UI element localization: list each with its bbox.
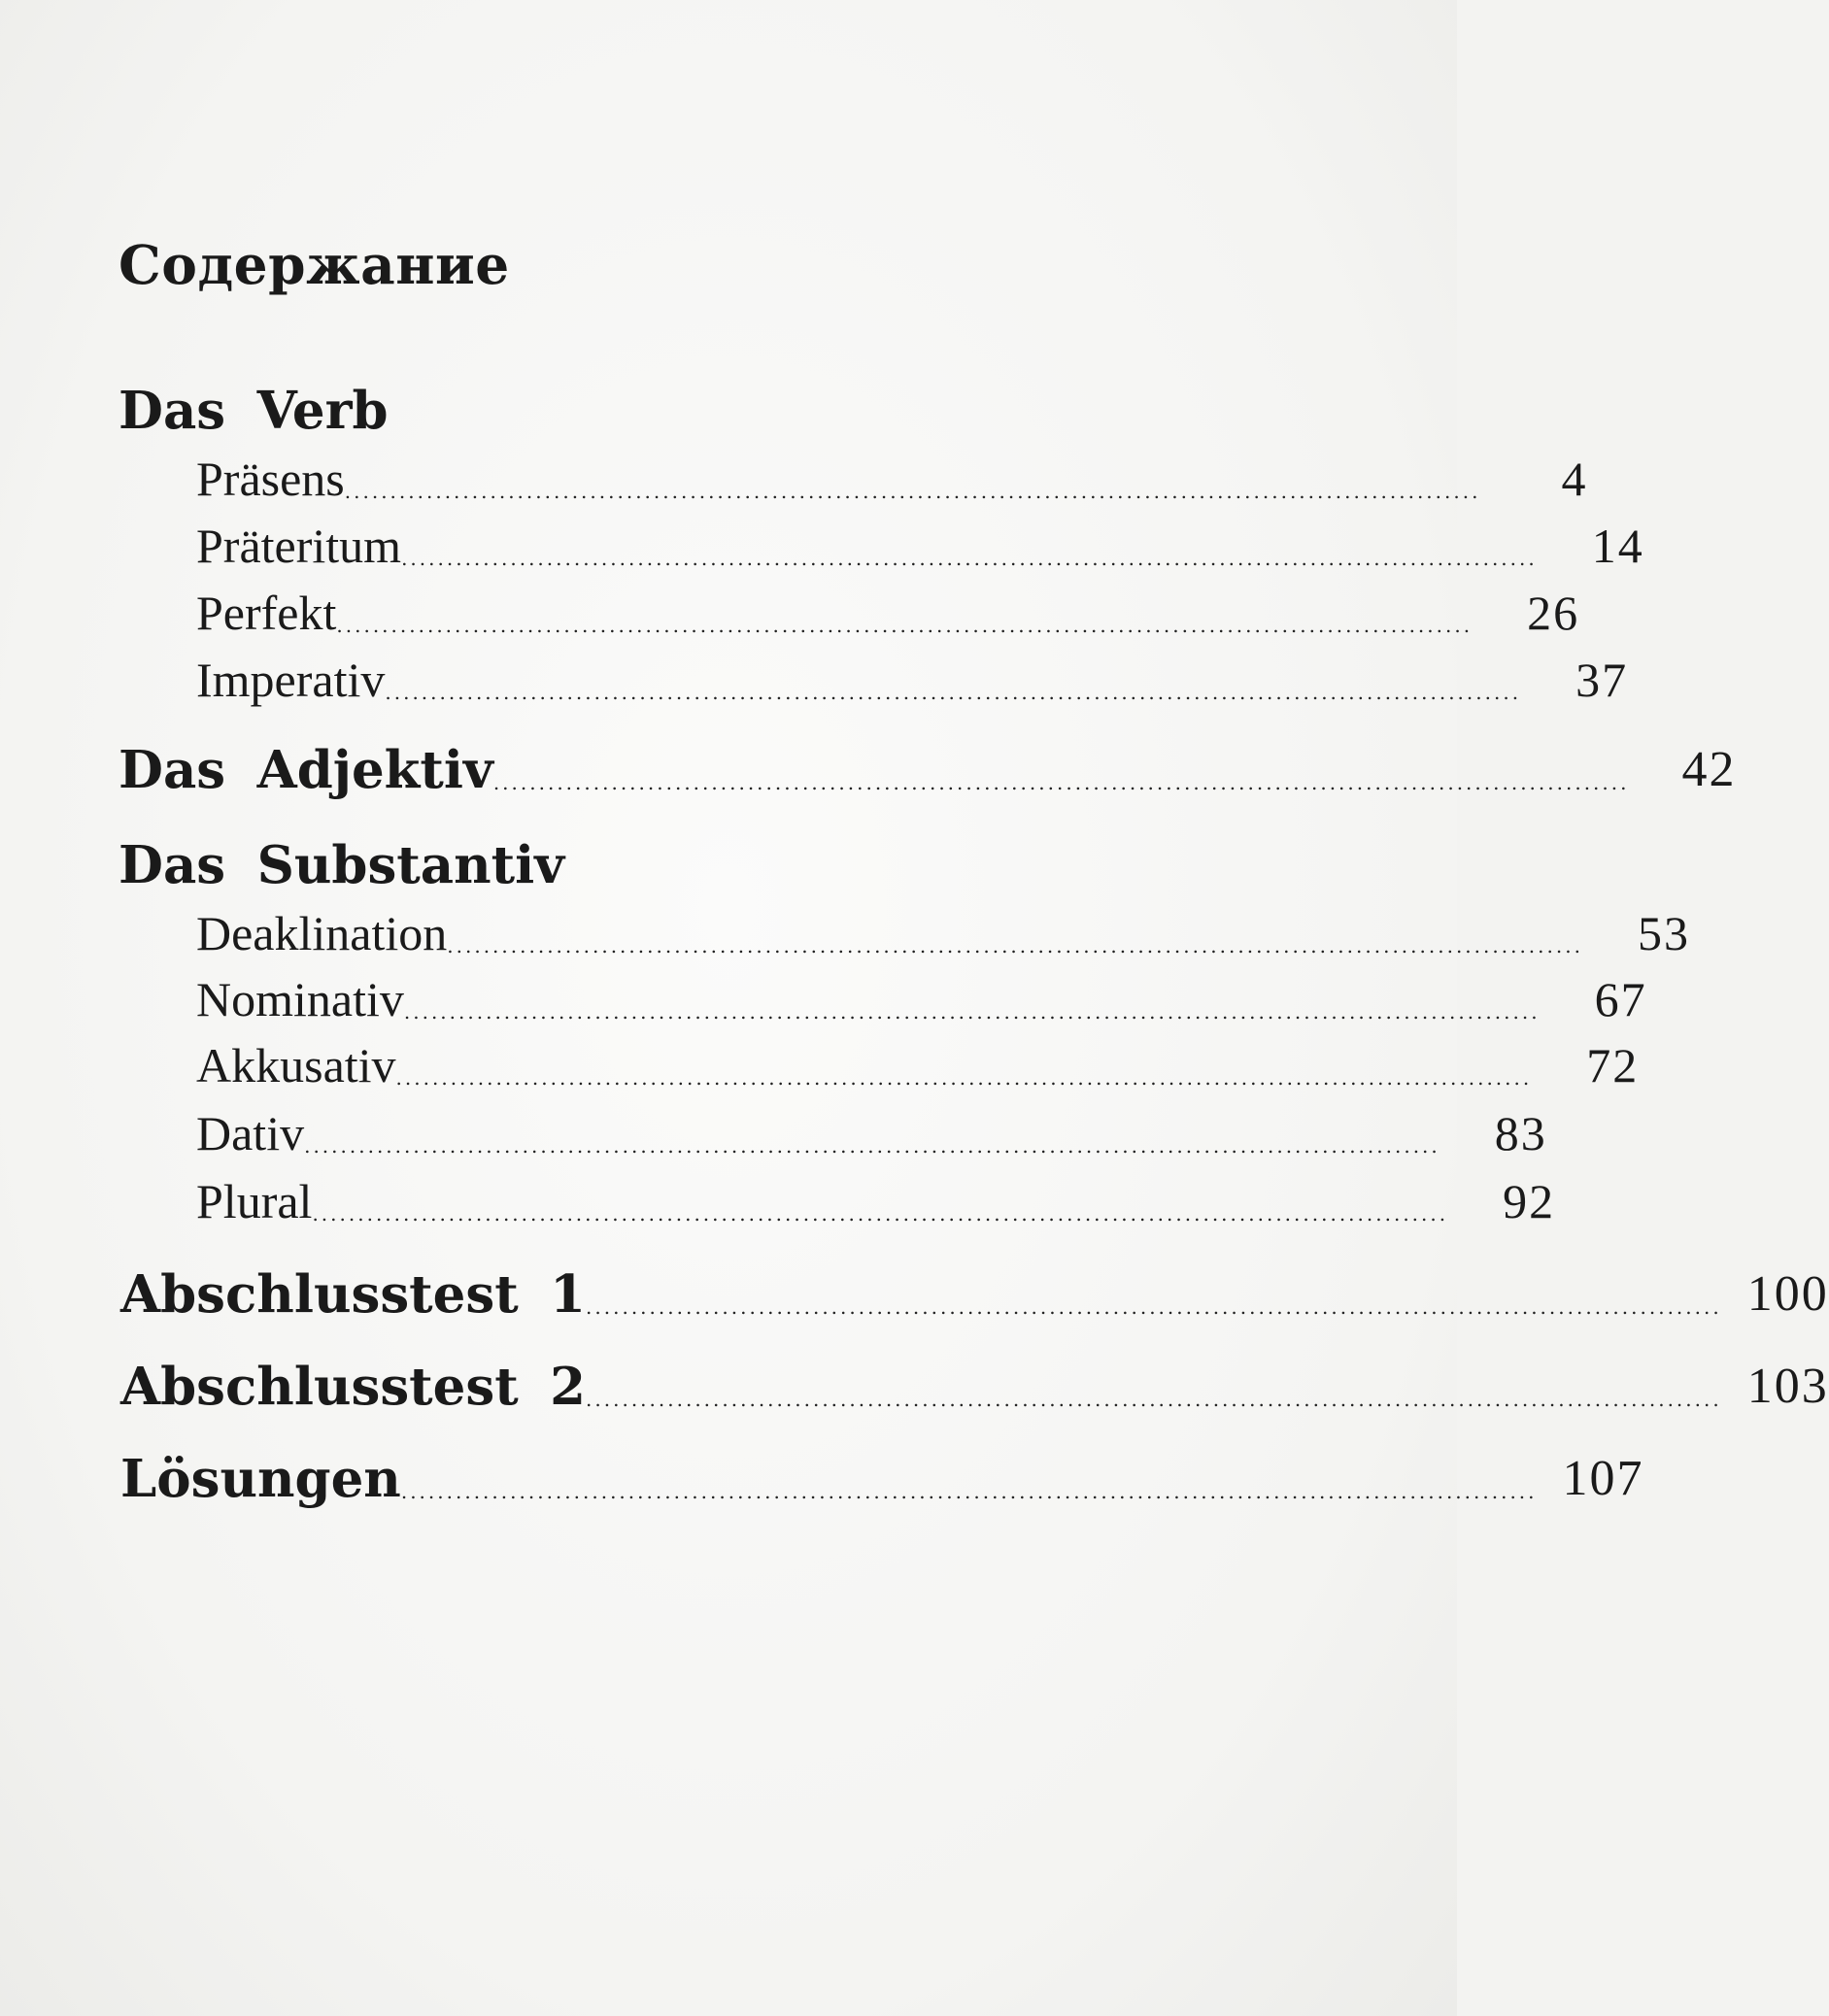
dot-leader: ............................................................................................................................. bbox=[403, 1000, 1541, 1024]
toc-entry-page: 26 bbox=[1527, 586, 1580, 640]
toc-heading-page: 100 bbox=[1746, 1266, 1829, 1322]
toc-heading-label: Das Verb bbox=[119, 380, 389, 441]
toc-heading-das-substantiv bbox=[119, 833, 564, 897]
dot-leader: ............................................................................................................................. bbox=[401, 547, 1538, 570]
toc-heading-label: Abschlusstest 1 bbox=[120, 1263, 587, 1325]
toc-entry-page: 83 bbox=[1494, 1106, 1547, 1160]
toc-entry-page: 92 bbox=[1503, 1174, 1556, 1228]
toc-entry-page: 37 bbox=[1575, 653, 1629, 707]
toc-heading-label: Abschlusstest 2 bbox=[120, 1356, 587, 1417]
toc-entry-page: 67 bbox=[1594, 972, 1647, 1026]
toc-heading-label: Das Substantiv bbox=[119, 834, 565, 895]
toc-heading-page: 42 bbox=[1681, 742, 1737, 797]
dot-leader: ............................................................................................................................. bbox=[312, 1202, 1449, 1226]
dot-leader: ............................................................................................................................. bbox=[586, 1388, 1722, 1411]
toc-entry bbox=[196, 648, 1629, 712]
toc-heading-label: Lösungen bbox=[120, 1448, 401, 1509]
toc-entry-label: Akkusativ bbox=[196, 1038, 396, 1092]
toc-entry bbox=[196, 447, 1588, 511]
toc-entry-label: Präteritum bbox=[196, 519, 402, 573]
toc-entry-label: Präsens bbox=[196, 452, 345, 506]
toc-entry-label: Nominativ bbox=[196, 972, 404, 1026]
toc-entry-label: Deaklination bbox=[196, 906, 448, 960]
toc-entry-page: 53 bbox=[1637, 906, 1690, 960]
dot-leader: ............................................................................................................................. bbox=[385, 681, 1522, 704]
dot-leader: ............................................................................................................................. bbox=[344, 480, 1481, 503]
toc-heading-abschlusstest-2 bbox=[120, 1355, 1829, 1419]
toc-entry bbox=[196, 1101, 1547, 1165]
toc-entry bbox=[196, 901, 1690, 965]
toc-entry-page: 14 bbox=[1591, 519, 1644, 573]
toc-entry bbox=[196, 581, 1580, 645]
toc-heading-label: Das Adjektiv bbox=[119, 739, 493, 800]
toc-entry-label: Imperativ bbox=[196, 653, 386, 707]
toc-entry-page: 4 bbox=[1561, 452, 1588, 506]
toc-entry-page: 72 bbox=[1586, 1038, 1640, 1092]
toc-entry bbox=[196, 514, 1644, 578]
toc-heading-abschlusstest-1 bbox=[120, 1262, 1829, 1327]
toc-heading-page: 103 bbox=[1746, 1359, 1829, 1414]
toc-entry-label: Plural bbox=[196, 1174, 313, 1228]
toc-heading-losungen bbox=[120, 1447, 1644, 1511]
dot-leader: ............................................................................................................................. bbox=[586, 1295, 1722, 1319]
toc-heading-das-verb bbox=[119, 379, 389, 443]
dot-leader: ............................................................................................................................. bbox=[336, 614, 1473, 637]
toc-heading-page: 107 bbox=[1562, 1451, 1644, 1506]
toc-title: Содержание bbox=[119, 233, 510, 296]
dot-leader: ............................................................................................................................. bbox=[304, 1134, 1440, 1158]
toc-heading-das-adjektiv bbox=[119, 738, 1737, 802]
dot-leader: ............................................................................................................................. bbox=[492, 771, 1630, 794]
toc-entry bbox=[196, 1169, 1556, 1233]
dot-leader: ............................................................................................................................. bbox=[447, 934, 1583, 958]
dot-leader: ............................................................................................................................. bbox=[395, 1066, 1533, 1090]
toc-entry bbox=[196, 967, 1647, 1031]
dot-leader: ............................................................................................................................. bbox=[400, 1480, 1538, 1503]
toc-entry-label: Perfekt bbox=[196, 586, 337, 640]
toc-entry bbox=[196, 1033, 1640, 1097]
toc-entry-label: Dativ bbox=[196, 1106, 305, 1160]
